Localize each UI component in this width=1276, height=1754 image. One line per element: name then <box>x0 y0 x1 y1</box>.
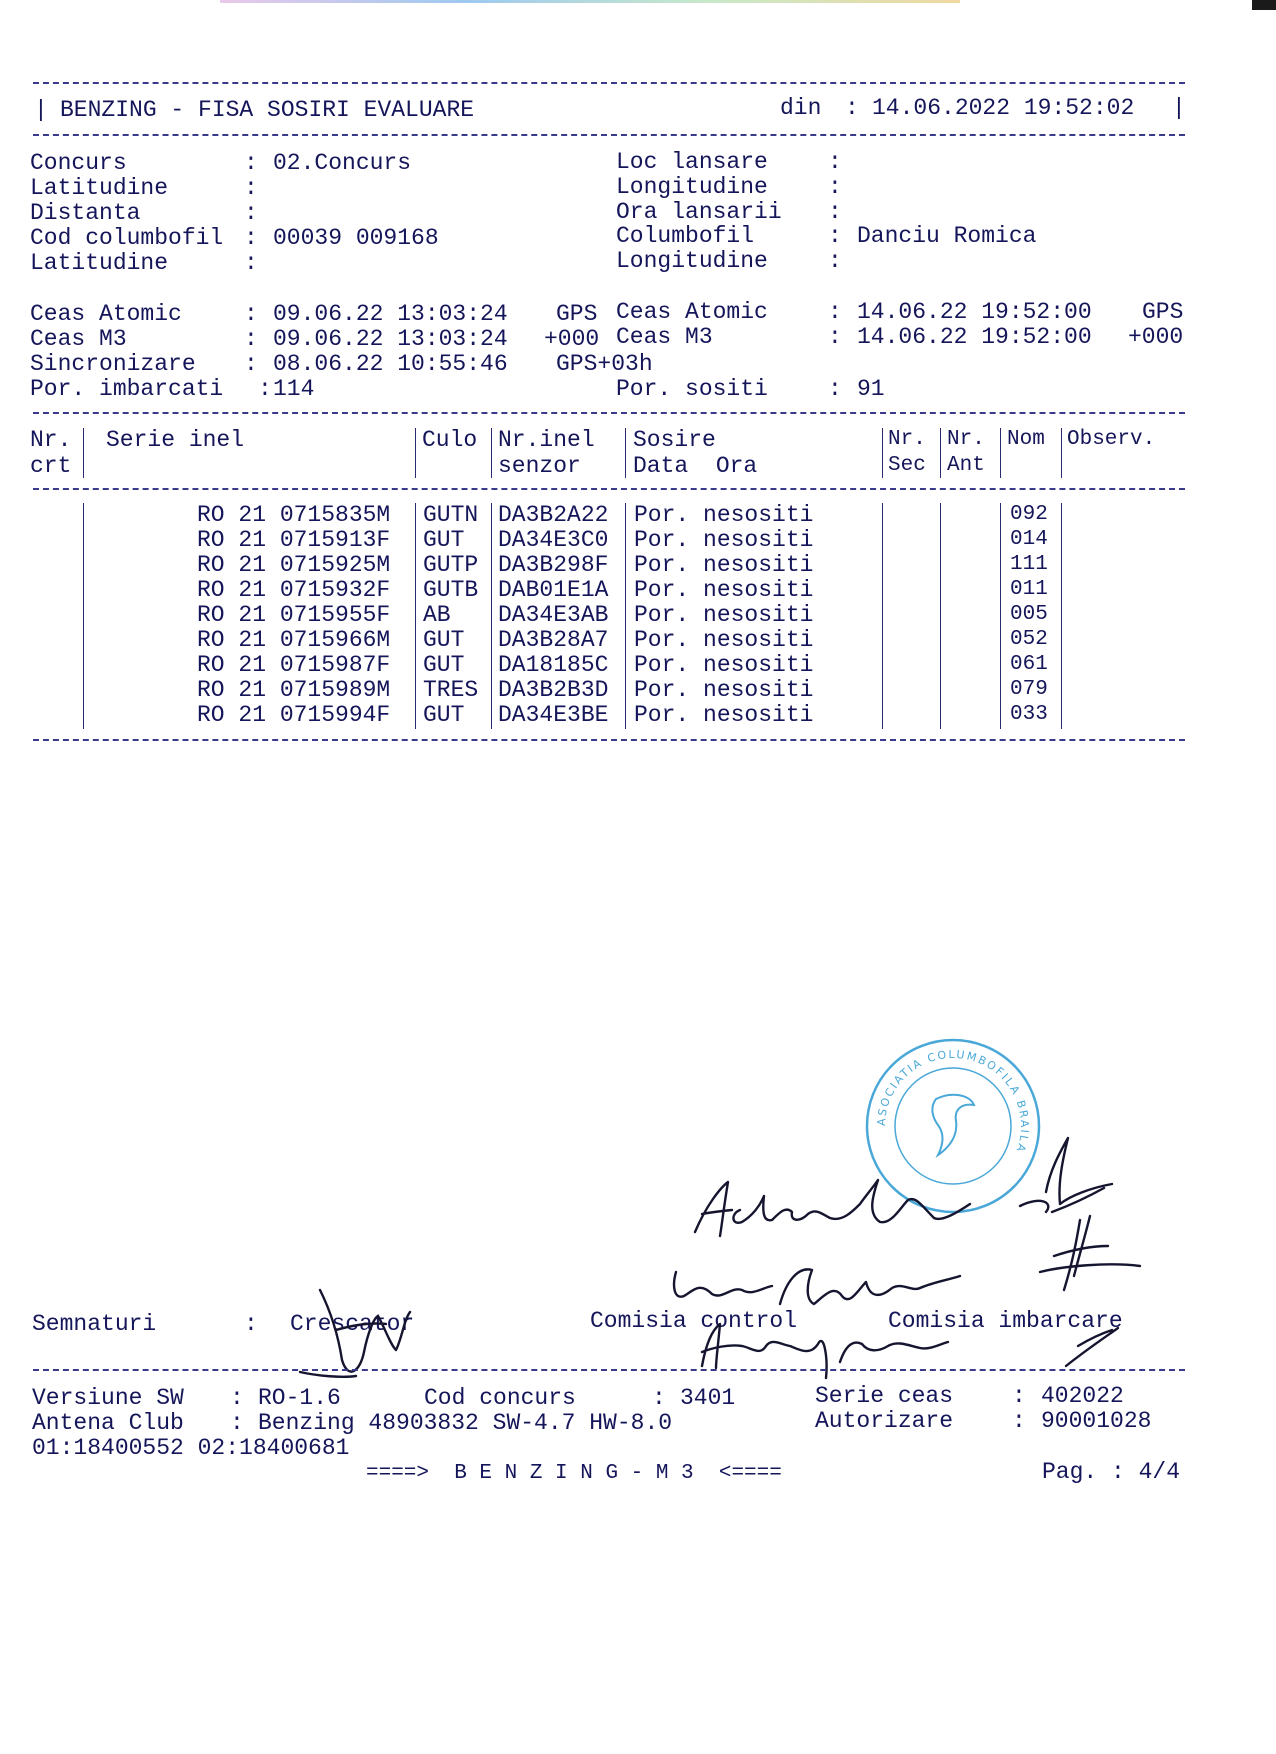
clock-serial-value: 402022 <box>1041 1383 1124 1409</box>
clock-suffix: GPS <box>556 301 598 327</box>
footer-colon: : <box>230 1410 244 1436</box>
cell-inel: DA3B2B3D <box>498 677 609 703</box>
cell-inel: DA3B28A7 <box>498 627 609 653</box>
col-sosire-header-2: Data Ora <box>633 453 758 479</box>
embarked-count: 114 <box>273 376 315 402</box>
stamp-bird-icon <box>932 1095 974 1155</box>
cell-sosire: Por. nesositi <box>634 552 814 578</box>
cell-nom: 052 <box>1010 628 1048 651</box>
col-separator <box>1061 503 1062 729</box>
col-sosire-header: Sosire <box>633 427 716 453</box>
col-separator <box>491 503 492 729</box>
col-culo-header: Culo <box>422 427 478 453</box>
race-code-value: 3401 <box>680 1385 736 1411</box>
authorization-value: 90001028 <box>1041 1408 1152 1434</box>
cell-serie: RO 21 0715925M <box>197 552 391 578</box>
benzing-banner: ====> B E N Z I N G - M 3 <==== <box>366 1462 782 1485</box>
clock-colon: : <box>244 351 258 377</box>
cell-nom: 033 <box>1010 703 1048 726</box>
info-label: Cod columbofil <box>30 225 224 251</box>
cell-sosire: Por. nesositi <box>634 677 814 703</box>
col-nr-header: Nr. <box>30 427 72 453</box>
info-label: Latitudine <box>30 175 169 201</box>
cell-culo: GUT <box>423 627 465 653</box>
info-colon: : <box>828 199 842 225</box>
cell-serie: RO 21 0715989M <box>197 677 391 703</box>
cell-nom: 079 <box>1010 678 1048 701</box>
clock-label: Ceas Atomic <box>30 301 182 327</box>
footer-colon: : <box>652 1385 666 1411</box>
clock-label: Por. imbarcati <box>30 376 224 402</box>
cell-inel: DA18185C <box>498 652 609 678</box>
col-separator <box>1000 503 1001 729</box>
cell-culo: GUT <box>423 527 465 553</box>
clock-suffix: GPS <box>1142 299 1184 325</box>
info-colon: : <box>828 248 842 274</box>
info-label: Ora lansarii <box>616 199 782 225</box>
col-sec-header-2: Sec <box>888 454 926 477</box>
clock-colon: : <box>828 376 842 402</box>
col-nr-header-2: crt <box>30 453 72 479</box>
scan-edge-mark <box>1252 0 1276 10</box>
signature-4 <box>1040 1216 1140 1290</box>
info-label: Longitudine <box>616 174 768 200</box>
arrived-count: 91 <box>857 376 885 402</box>
cell-sosire: Por. nesositi <box>634 627 814 653</box>
table-bottom-rule <box>33 739 1185 741</box>
header-left-bar: | <box>34 97 48 123</box>
cell-serie: RO 21 0715955F <box>197 602 391 628</box>
info-label: Distanta <box>30 200 141 226</box>
info-colon: : <box>828 174 842 200</box>
report-date: 14.06.2022 19:52:02 <box>872 95 1135 121</box>
sw-version-label: Versiune SW <box>32 1385 184 1411</box>
info-cod-value: 00039 009168 <box>273 225 439 251</box>
col-separator <box>625 428 626 478</box>
cell-serie: RO 21 0715994F <box>197 702 391 728</box>
clock-label: Ceas M3 <box>616 324 713 350</box>
col-separator <box>940 503 941 729</box>
antenna-ids: 01:18400552 02:18400681 <box>32 1435 350 1461</box>
col-separator <box>83 428 84 478</box>
col-separator <box>491 428 492 478</box>
cell-nom: 092 <box>1010 503 1048 526</box>
col-separator <box>415 428 416 478</box>
cell-sosire: Por. nesositi <box>634 577 814 603</box>
col-ant-header-2: Ant <box>947 454 985 477</box>
info-colon: : <box>244 225 258 251</box>
info-label: Concurs <box>30 150 127 176</box>
cell-inel: DA3B298F <box>498 552 609 578</box>
authorization-label: Autorizare <box>815 1408 954 1434</box>
page-number: Pag. : 4/4 <box>1042 1459 1181 1485</box>
cell-nom: 111 <box>1010 553 1048 576</box>
cell-sosire: Por. nesositi <box>634 702 814 728</box>
cell-nom: 061 <box>1010 653 1048 676</box>
header-right-bar: | <box>1172 95 1186 121</box>
cell-culo: GUTN <box>423 502 479 528</box>
signatures-colon: : <box>244 1311 258 1337</box>
cell-inel: DA34E3C0 <box>498 527 609 553</box>
cell-culo: TRES <box>423 677 479 703</box>
signature-control-label: Comisia control <box>590 1308 798 1334</box>
clock-colon: : <box>828 299 842 325</box>
clock-label: Por. sositi <box>616 376 768 402</box>
info-colon: : <box>244 250 258 276</box>
col-obs-header: Observ. <box>1067 428 1156 451</box>
clock-colon: : <box>244 326 258 352</box>
info-label: Longitudine <box>616 248 768 274</box>
col-sec-header: Nr. <box>888 428 926 451</box>
clock-colon: : <box>828 324 842 350</box>
clock-value: 14.06.22 19:52:00 <box>857 299 1092 325</box>
signature-3 <box>674 1269 960 1304</box>
cell-culo: GUT <box>423 702 465 728</box>
col-serie-header: Serie inel <box>106 427 245 453</box>
col-separator <box>1061 428 1062 478</box>
club-antenna-label: Antena Club <box>32 1410 184 1436</box>
cell-inel: DA34E3AB <box>498 602 609 628</box>
clock-suffix: GPS+03h <box>556 351 653 377</box>
col-separator <box>940 428 941 478</box>
date-colon: : <box>845 95 859 121</box>
cell-culo: AB <box>423 602 451 628</box>
cell-inel: DA3B2A22 <box>498 502 609 528</box>
info-concurs-value: 02.Concurs <box>273 150 412 176</box>
cell-sosire: Por. nesositi <box>634 652 814 678</box>
club-stamp <box>864 1037 1042 1215</box>
cell-serie: RO 21 0715966M <box>197 627 391 653</box>
cell-nom: 011 <box>1010 578 1048 601</box>
col-ant-header: Nr. <box>947 428 985 451</box>
cell-serie: RO 21 0715835M <box>197 502 391 528</box>
race-code-label: Cod concurs <box>424 1385 576 1411</box>
cell-serie: RO 21 0715987F <box>197 652 391 678</box>
cell-nom: 005 <box>1010 603 1048 626</box>
col-separator <box>625 503 626 729</box>
clock-label: Sincronizare <box>30 351 196 377</box>
cell-inel: DA34E3BE <box>498 702 609 728</box>
footer-colon: : <box>1012 1408 1026 1434</box>
col-inel-header: Nr.inel <box>498 427 595 453</box>
clock-suffix: +000 <box>544 326 600 352</box>
clock-colon: : <box>258 376 272 402</box>
clock-value: 14.06.22 19:52:00 <box>857 324 1092 350</box>
stamp-text: ASOCIATIA COLUMBOFILA BRAILA <box>874 1047 1032 1156</box>
header-bottom-rule <box>33 134 1185 136</box>
info-colon: : <box>828 149 842 175</box>
clock-serial-label: Serie ceas <box>815 1383 954 1409</box>
clock-value: 08.06.22 10:55:46 <box>273 351 508 377</box>
cell-inel: DAB01E1A <box>498 577 609 603</box>
info-label: Latitudine <box>30 250 169 276</box>
clock-suffix: +000 <box>1128 324 1184 350</box>
col-inel-header-2: senzor <box>498 453 581 479</box>
info-label: Columbofil <box>616 223 755 249</box>
table-header-rule <box>33 488 1185 490</box>
signature-breeder-label: Crescator <box>290 1311 415 1337</box>
cell-sosire: Por. nesositi <box>634 602 814 628</box>
cell-sosire: Por. nesositi <box>634 502 814 528</box>
page-title: BENZING - FISA SOSIRI EVALUARE <box>60 97 475 123</box>
info-colon: : <box>828 223 842 249</box>
col-separator <box>415 503 416 729</box>
col-separator <box>882 503 883 729</box>
col-nom-header: Nom <box>1007 428 1045 451</box>
cell-nom: 014 <box>1010 528 1048 551</box>
stamp-outer-ring <box>867 1040 1039 1212</box>
col-separator <box>83 503 84 729</box>
cell-serie: RO 21 0715932F <box>197 577 391 603</box>
cell-sosire: Por. nesositi <box>634 527 814 553</box>
cell-culo: GUT <box>423 652 465 678</box>
stamp-inner-ring <box>895 1068 1011 1184</box>
info-columbofil-value: Danciu Romica <box>857 223 1037 249</box>
clock-value: 09.06.22 13:03:24 <box>273 326 508 352</box>
info-colon: : <box>244 200 258 226</box>
info-colon: : <box>244 150 258 176</box>
club-antenna-value: Benzing 48903832 SW-4.7 HW-8.0 <box>258 1410 673 1436</box>
clock-value: 09.06.22 13:03:24 <box>273 301 508 327</box>
sw-version-value: RO-1.6 <box>258 1385 341 1411</box>
clock-colon: : <box>244 301 258 327</box>
footer-colon: : <box>1012 1383 1026 1409</box>
footer-top-rule <box>33 1369 1185 1371</box>
table-top-rule <box>33 412 1185 414</box>
header-top-rule <box>33 82 1185 84</box>
col-separator <box>882 428 883 478</box>
clock-label: Ceas Atomic <box>616 299 768 325</box>
cell-culo: GUTP <box>423 552 479 578</box>
info-colon: : <box>244 175 258 201</box>
col-separator <box>1000 428 1001 478</box>
date-label: din <box>780 95 822 121</box>
cell-culo: GUTB <box>423 577 479 603</box>
signature-boarding-label: Comisia imbarcare <box>888 1308 1123 1334</box>
footer-colon: : <box>230 1385 244 1411</box>
scan-color-bar <box>220 0 960 3</box>
cell-serie: RO 21 0715913F <box>197 527 391 553</box>
info-label: Loc lansare <box>616 149 768 175</box>
clock-label: Ceas M3 <box>30 326 127 352</box>
signatures-label: Semnaturi <box>32 1311 157 1337</box>
